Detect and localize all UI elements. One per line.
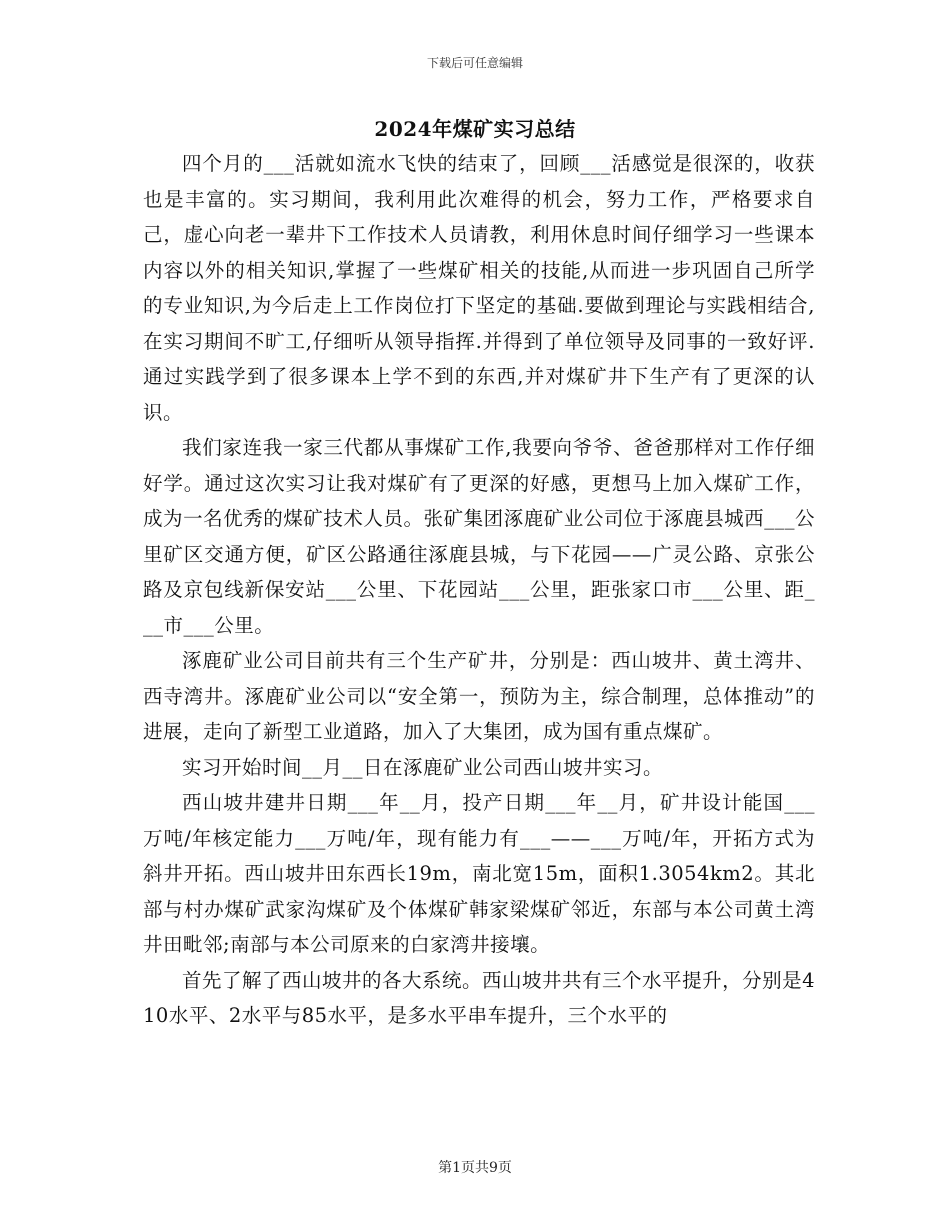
page-footer: 第1页共9页 [438, 1160, 512, 1176]
paragraph: 涿鹿矿业公司目前共有三个生产矿井，分别是：西山坡井、黄土湾井、西寺湾井。涿鹿矿业公司以“安全第一，预防为主，综合制理，总体推动”的进展，走向了新型工业道路，加入了大集团，成为国有重点煤矿。 [143, 649, 815, 743]
paragraph: 四个月的___活就如流水飞快的结束了，回顾___活感觉是很深的，收获也是丰富的。实习期间，我利用此次难得的机会，努力工作，严格要求自己，虚心向老一辈井下工作技术人员请教，利用休息时间仔细学习一些课本内容以外的相关知识,掌握了一些煤矿相关的技能,从而进一步巩固自己所学的专业知识,为今后走上工作岗位打下坚定的基础.要做到理论与实践相结合,在实习期间不旷工,仔细听从领导指挥.并得到了单位领导及同事的一致好评.通过实践学到了很多课本上学不到的东西,并对煤矿井下生产有了更深的认识。 [143, 152, 815, 424]
header-note: 下载后可任意编辑 [426, 56, 523, 70]
document-title: 2024年煤矿实习总结 [374, 117, 576, 141]
paragraph: 首先了解了西山坡井的各大系统。西山坡井共有三个水平提升，分别是410水平、2水平与85水平，是多水平串车提升，三个水平的 [143, 968, 815, 1027]
document-body [143, 146, 815, 1034]
paragraph: 我们家连我一家三代都从事煤矿工作,我要向爷爷、爸爸那样对工作仔细好学。通过这次实习让我对煤矿有了更深的好感，更想马上加入煤矿工作，成为一名优秀的煤矿技术人员。张矿集团涿鹿矿业公司位于涿鹿县城西___公里矿区交通方便，矿区公路通往涿鹿县城，与下花园——广灵公路、京张公路及京包线新保安站___公里、下花园站___公里，距张家口市___公里、距___市___公里。 [143, 436, 815, 637]
paragraph: 西山坡井建井日期___年__月，投产日期___年__月，矿井设计能国___万吨/年核定能力___万吨/年，现有能力有___——___万吨/年，开拓方式为斜井开拓。西山坡井田东西长19m，南北宽15m，面积1.3054km2。其北部与村办煤矿武家沟煤矿及个体煤矿韩家梁煤矿邻近，东部与本公司黄土湾井田毗邻;南部与本公司原来的白家湾井接壤。 [143, 791, 815, 956]
paragraph: 实习开始时间__月__日在涿鹿矿业公司西山坡井实习。 [182, 755, 664, 779]
